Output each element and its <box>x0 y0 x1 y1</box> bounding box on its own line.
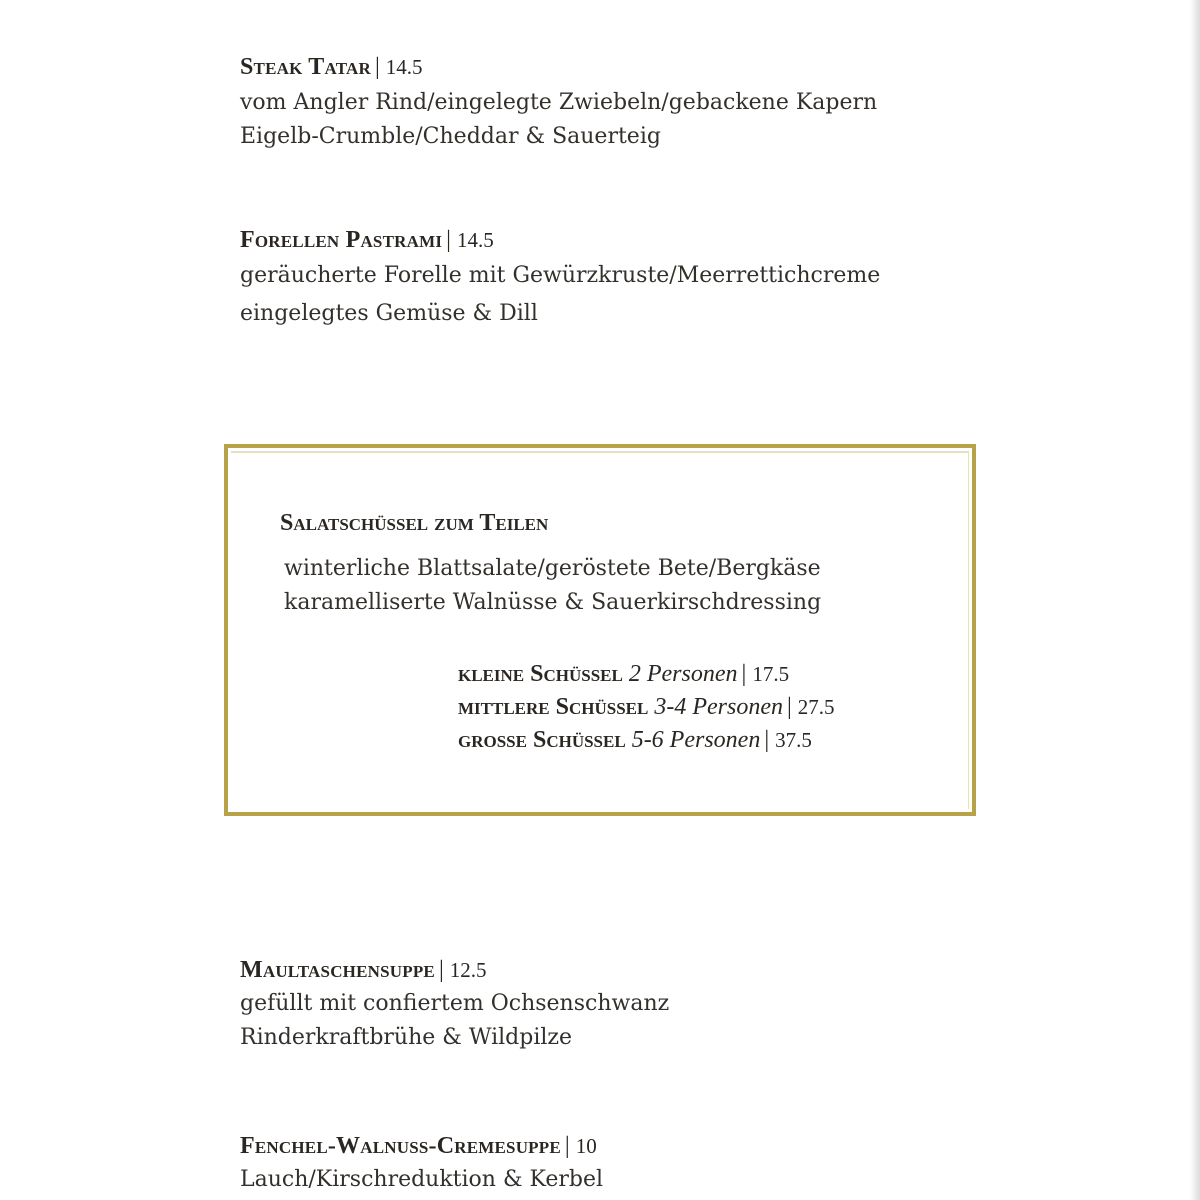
description-line: gefüllt mit confiertem Ochsenschwanz <box>240 991 670 1016</box>
description-line: eingelegtes Gemüse & Dill <box>240 301 538 326</box>
dish-description <box>240 987 1000 1055</box>
salad-size-medium <box>458 691 835 724</box>
dish-price: 12.5 <box>449 958 487 982</box>
size-name: große Schüssel <box>458 727 626 753</box>
size-price: 27.5 <box>797 695 835 719</box>
dish-name: Forellen Pastrami <box>240 227 443 253</box>
size-name: kleine Schüssel <box>458 661 623 687</box>
description-line: winterliche Blattsalate/geröstete Bete/Bergkäse <box>284 556 821 581</box>
size-persons: 5-6 Personen <box>631 727 761 753</box>
dish-description <box>240 86 1000 154</box>
price-separator: | <box>374 54 380 80</box>
dish-name: Maultaschensuppe <box>240 957 435 983</box>
price-separator: | <box>438 957 444 983</box>
size-price: 17.5 <box>752 662 790 686</box>
page-edge-shadow <box>1190 0 1200 1200</box>
description-line: Eigelb-Crumble/Cheddar & Sauerteig <box>240 124 661 149</box>
description-line: karamelliserte Walnüsse & Sauerkirschdressing <box>284 590 822 615</box>
description-line: Lauch/Kirschreduktion & Kerbel <box>240 1167 604 1192</box>
description-line: Rinderkraftbrühe & Wildpilze <box>240 1025 573 1050</box>
price-separator: | <box>764 727 770 753</box>
menu-item-maultaschensuppe <box>240 955 1000 1055</box>
salad-bowl-frame <box>224 444 976 816</box>
menu-item-steak-tatar <box>240 52 1000 154</box>
dish-name: Steak Tatar <box>240 54 371 80</box>
menu-item-fenchel-walnuss-cremesuppe <box>240 1131 1000 1197</box>
dish-price: 14.5 <box>385 55 423 79</box>
salad-size-large <box>458 724 835 757</box>
dish-name: Fenchel-Walnuss-Cremesuppe <box>240 1133 561 1159</box>
dish-price: 14.5 <box>456 228 494 252</box>
salad-title: Salatschüssel zum Teilen <box>280 510 549 536</box>
size-persons: 2 Personen <box>628 661 738 687</box>
description-line: geräucherte Forelle mit Gewürzkruste/Meerrettichcreme <box>240 263 881 288</box>
dish-description <box>240 1163 1000 1197</box>
menu-item-forellen-pastrami <box>240 225 1000 333</box>
salad-description <box>284 552 821 620</box>
price-separator: | <box>446 227 451 253</box>
dish-price: 10 <box>575 1134 597 1158</box>
salad-size-list <box>458 658 835 757</box>
price-separator: | <box>741 661 747 687</box>
description-line: vom Angler Rind/eingelegte Zwiebeln/gebackene Kapern <box>240 90 878 115</box>
price-separator: | <box>786 694 792 720</box>
price-separator: | <box>564 1133 570 1159</box>
dish-description <box>240 257 1000 333</box>
salad-size-small <box>458 658 835 691</box>
size-name: mittlere Schüssel <box>458 694 649 720</box>
size-price: 37.5 <box>775 728 812 752</box>
size-persons: 3-4 Personen <box>654 694 783 720</box>
